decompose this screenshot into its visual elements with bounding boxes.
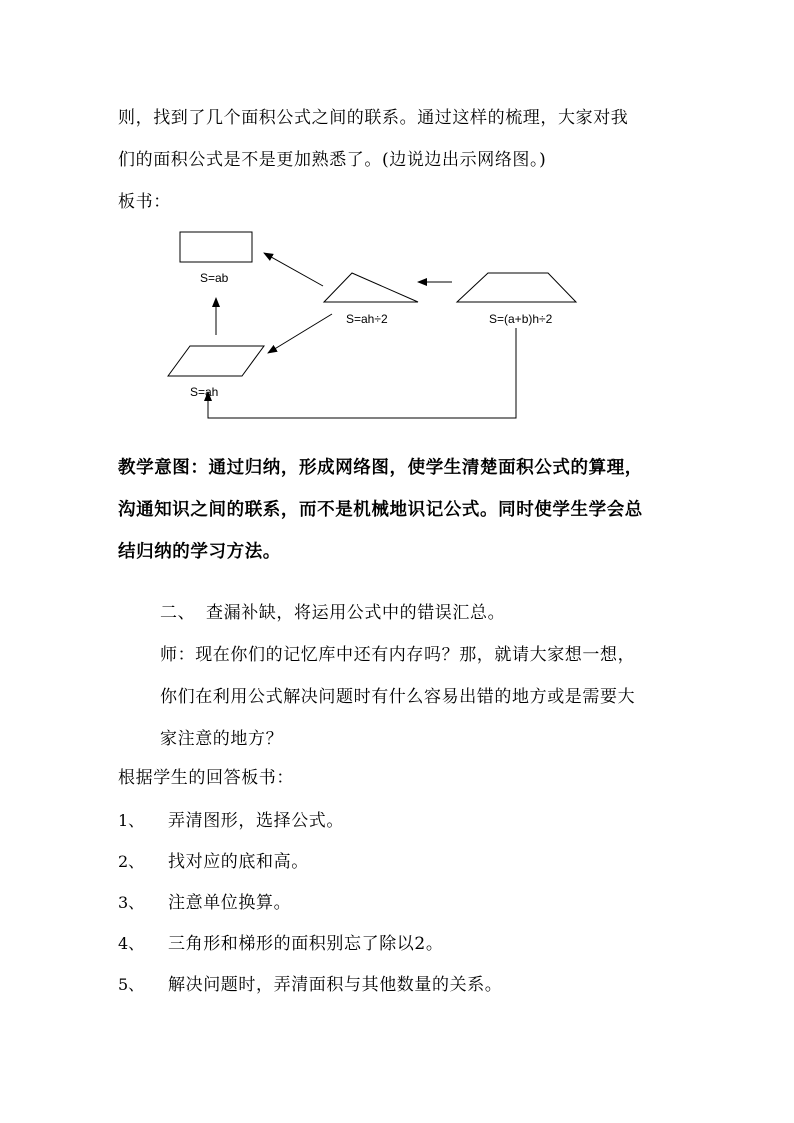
list-number: 2、	[118, 852, 145, 871]
intent-line: 沟通知识之间的联系，而不是机械地识记公式。同时使学生学会总	[118, 500, 643, 520]
list-number: 4、	[118, 934, 145, 953]
list-item: 找对应的底和高。	[168, 852, 309, 872]
board-label: 板书：	[118, 192, 171, 212]
trapezoid-shape	[457, 273, 576, 302]
intent-line: 结归纳的学习方法。	[118, 542, 281, 562]
section-heading-number: 二、	[160, 603, 196, 623]
list-number: 3、	[118, 893, 145, 912]
list-item: 解决问题时，弄清面积与其他数量的关系。	[168, 975, 503, 995]
triangle-shape	[324, 273, 418, 302]
list-number: 5、	[118, 975, 145, 994]
rectangle-formula: S=ab	[200, 271, 229, 285]
list-item: 三角形和梯形的面积别忘了除以2。	[168, 934, 444, 954]
board-intro: 根据学生的回答板书：	[118, 768, 294, 788]
teacher-line: 家注意的地方？	[160, 729, 284, 749]
rectangle-shape	[180, 232, 252, 262]
arrow-triangle-to-rectangle	[264, 253, 323, 286]
paragraph-line: 则，找到了几个面积公式之间的联系。通过这样的梳理，大家对我	[118, 108, 629, 128]
paragraph-line: 们的面积公式是不是更加熟悉了。(边说边出示网络图。)	[118, 150, 547, 170]
parallelogram-formula: S=ah	[190, 385, 219, 399]
list-number: 1、	[118, 811, 145, 830]
arrow-triangle-to-parallelogram	[268, 314, 332, 353]
parallelogram-shape	[168, 346, 264, 376]
intent-line: 教学意图：通过归纳，形成网络图，使学生清楚面积公式的算理，	[118, 458, 643, 478]
list-item: 注意单位换算。	[168, 893, 292, 913]
triangle-formula: S=ah÷2	[346, 312, 388, 326]
section-heading: 查漏补缺，将运用公式中的错误汇总。	[206, 603, 506, 623]
trapezoid-formula: S=(a+b)h÷2	[489, 312, 553, 326]
teacher-line: 师：现在你们的记忆库中还有内存吗？那，就请大家想一想，	[160, 645, 636, 665]
teacher-line: 你们在利用公式解决问题时有什么容易出错的地方或是需要大	[160, 687, 636, 707]
list-item: 弄清图形，选择公式。	[168, 811, 344, 831]
connector-trapezoid-to-parallelogram	[208, 328, 516, 418]
